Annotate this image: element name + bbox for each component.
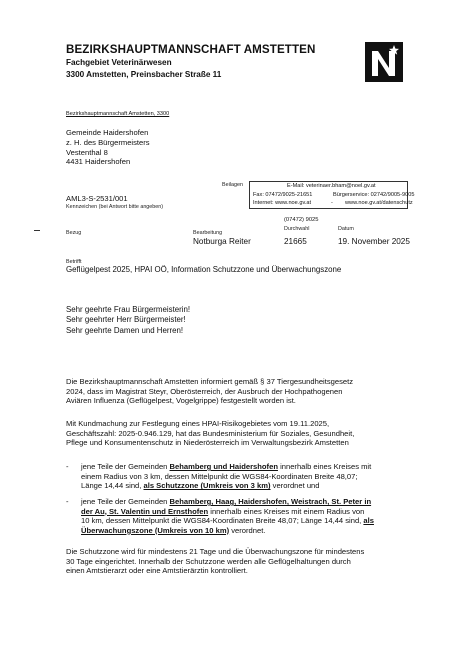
paragraph-line: Mit Kundmachung zur Festlegung eines HPAI-Risikogebietes vom 19.11.2025, [66,419,330,428]
bearbeitung-label: Bearbeitung [193,230,223,236]
bullet-emphasis: Behamberg, Haag, Haidershofen, Weistrach, St. Peter in [169,497,372,506]
bullet-emphasis: Behamberg und Haidershofen [169,462,278,471]
department-name: Fachgebiet Veterinärwesen [66,58,172,67]
paragraph-line: 30 Tage eingerichtet. Innerhalb der Schutzzone werden alle Geflügelhaltungen durch [66,556,351,566]
paragraph-duration [66,547,411,576]
phone-prefix: (07472) 9025 [284,217,319,223]
recipient-address [66,128,150,167]
paragraph-line: einen Amtstierarzt oder eine Amtstierärztin kontrolliert. [66,566,248,576]
bullet-emphasis: der Au, St. Valentin und Ernsthofen [81,506,209,516]
contact-fax: Fax: 07472/9025-21651 [253,191,313,198]
betreff-label: Betrifft [66,259,82,265]
bullet-text: jene Teile der Gemeinden [81,462,170,471]
contact-service: Bürgerservice: 02742/9005-9005 [333,191,415,198]
datum-value: 19. November 2025 [338,237,410,246]
durchwahl-value: 21665 [284,237,307,246]
contact-internet: Internet: www.noe.gv.at [253,200,312,206]
bezug-label: Bezug [66,230,82,236]
paragraph-line: Die Bezirkshauptmannschaft Amstetten informiert gemäß § 37 Tiergesundheitsgesetz [66,377,354,386]
reference-number: AML3-S-2531/001 [66,194,128,203]
salutation [66,305,190,336]
contact-datenschutz: www.noe.gv.at/datenschutz [345,200,413,206]
bullet-ueberwachungszone [81,497,416,535]
contact-dash: - [331,200,333,206]
bullet-marker: - [66,497,69,506]
bullet-marker: - [66,462,69,471]
durchwahl-label: Durchwahl [284,226,310,232]
bullet-text: innerhalb eines Kreises mit [277,462,372,471]
reference-note: Kennzeichen (bei Antwort bitte angeben) [66,204,164,210]
paragraph-line: Die Schutzzone wird für mindestens 21 Tage und die Überwachungszone für mindestens [66,547,365,556]
bullet-emphasis: Überwachungszone (Umkreis von 10 km) [81,525,230,535]
bullet-emphasis: als [363,516,374,526]
datum-label: Datum [338,226,354,232]
bullet-text: verordnet. [229,525,266,535]
bullet-text: jene Teile der Gemeinden [81,497,170,506]
betreff-text: Geflügelpest 2025, HPAI OÖ, Information Schutzzone und Überwachungszone [66,265,342,274]
bullet-text: innerhalb eines Kreises mit einem Radius von [208,506,365,516]
authority-address: 3300 Amstetten, Preinsbacher Straße 11 [66,70,222,79]
paragraph-line: 2024, dass im Magistrat Steyr, Oberösterreich, der Ausbruch der Hochpathogenen [66,386,343,396]
noe-logo-icon [365,42,403,82]
bullet-text: Länge 14,44 sind, [81,481,144,491]
recipient-line: 4431 Haidershofen [66,157,131,167]
bullet-text: 10 km, dessen Mittelpunkt die WGS84-Koordinaten Breite 48,07; Länge 14,44 sind, [81,516,364,526]
bullet-text: einem Radius von 3 km, dessen Mittelpunkt die WGS84-Koordinaten Breite 48,07; [81,471,358,481]
paragraph-line: Geschäftszahl: 2025-0.946.129, hat das Bundesministerium für Soziales, Gesundheit, [66,428,355,438]
recipient-line: Gemeinde Haidershofen [66,128,149,137]
paragraph-kundmachung [66,419,411,448]
fold-mark [34,230,40,231]
bullet-text: verordnet und [270,481,320,491]
sender-return-line: Bezirkshauptmannschaft Amstetten, 3300 [66,111,170,117]
bullet-schutzzone [81,462,416,491]
paragraph-line: Pflege und Konsumentenschutz in Niederösterreich im Verwaltungsbezirk Amstetten [66,438,349,448]
salutation-line: Sehr geehrter Herr Bürgermeister! [66,315,186,325]
salutation-line: Sehr geehrte Damen und Herren! [66,325,184,335]
salutation-line: Sehr geehrte Frau Bürgermeisterin! [66,305,191,314]
bearbeitung-value: Notburga Reiter [193,237,251,246]
authority-name: BEZIRKSHAUPTMANNSCHAFT AMSTETTEN [66,43,316,56]
paragraph-line: Aviären Influenza (Geflügelpest, Vogelgrippe) festgestellt worden ist. [66,396,296,406]
recipient-line: z. H. des Bürgermeisters [66,137,150,147]
contact-email: E-Mail: veterinaer.bham@noel.gv.at [287,183,376,189]
bullet-emphasis: als Schutzzone (Umkreis von 3 km) [143,481,271,491]
contact-box [249,181,415,209]
paragraph-intro [66,377,411,406]
beilagen-label: Beilagen [222,182,243,188]
recipient-line: Vestenthal 8 [66,147,108,157]
